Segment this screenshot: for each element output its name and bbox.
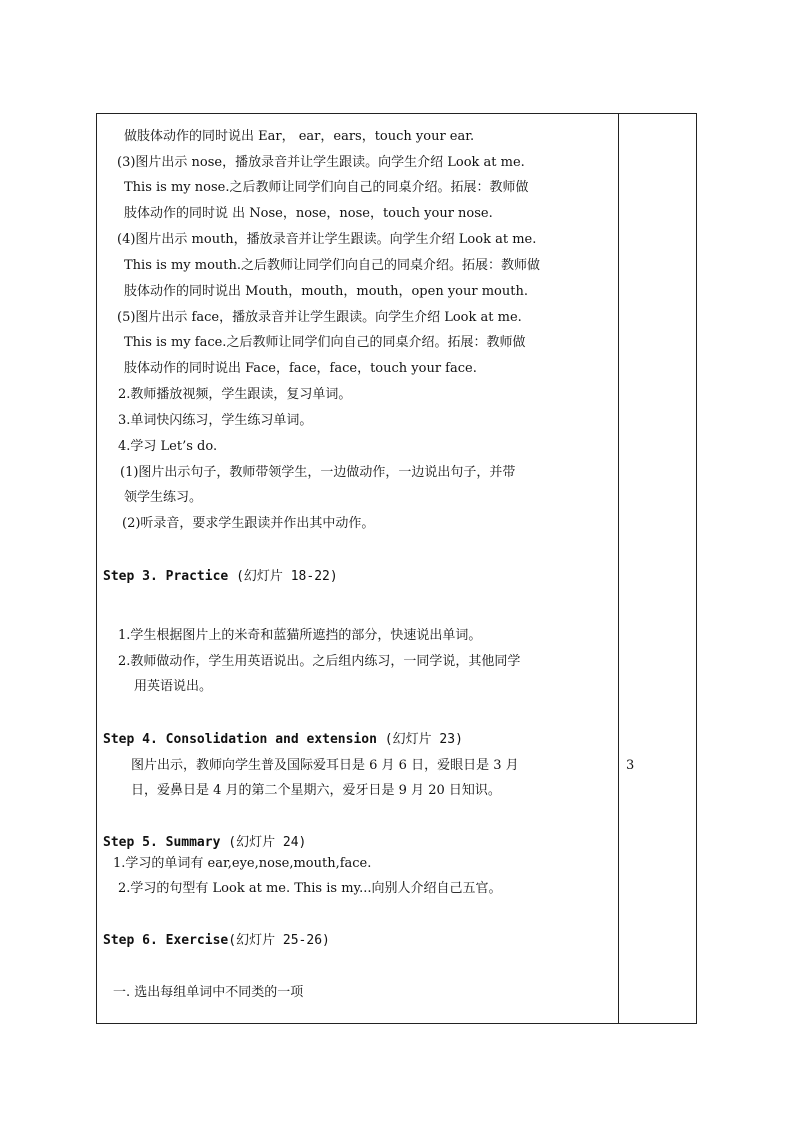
text-line: 肢体动作的同时说出 Face，face，face，touch your face. (124, 361, 477, 376)
text-line: 肢体动作的同时说 出 Nose，nose，nose，touch your nose. (124, 206, 493, 221)
text-line: 2.学习的句型有 Look at me. This is my...向别人介绍自己五官。 (118, 881, 502, 896)
step-label: Step 4. (103, 732, 158, 747)
text-line: 一. 选出每组单词中不同类的一项 (113, 985, 304, 1000)
text-line: 用英语说出。 (134, 679, 213, 694)
text-line: This is my mouth.之后教师让同学们向自己的同桌介绍。拓展：教师做 (124, 258, 541, 273)
step-label: Step 3. (103, 569, 158, 584)
step-title: Summary (165, 835, 221, 850)
text-line: (1)图片出示句子，教师带领学生，一边做动作，一边说出句子，并带 (120, 465, 516, 480)
text-line: 肢体动作的同时说出 Mouth，mouth，mouth，open your mouth. (124, 284, 528, 299)
text-line: This is my nose.之后教师让同学们向自己的同桌介绍。拓展：教师做 (124, 180, 529, 195)
step-note: (幻灯片 23) (384, 732, 463, 747)
step-heading (103, 732, 463, 748)
text-line: 做肢体动作的同时说出 Ear， ear，ears，touch your ear. (124, 129, 475, 144)
text-line: 1.学习的单词有 ear,eye,nose,mouth,face. (113, 856, 372, 871)
step-heading (103, 933, 330, 949)
text-line: 领学生练习。 (124, 490, 203, 505)
step-heading (103, 569, 338, 585)
text-line: (4)图片出示 mouth，播放录音并让学生跟读。向学生介绍 Look at me. (117, 232, 537, 247)
side-number: 3 (626, 758, 635, 773)
text-line: 2.教师做动作，学生用英语说出。之后组内练习，一同学说，其他同学 (118, 654, 521, 669)
step-note: (幻灯片 18-22) (236, 569, 338, 584)
step-title: Consolidation and extension (165, 732, 377, 747)
column-divider (618, 114, 619, 1023)
step-note: (幻灯片 25-26) (228, 933, 330, 948)
text-line: (5)图片出示 face，播放录音并让学生跟读。向学生介绍 Look at me. (117, 310, 522, 325)
step-label: Step 6. (103, 933, 158, 948)
text-line: This is my face.之后教师让同学们向自己的同桌介绍。拓展：教师做 (124, 335, 526, 350)
step-heading (103, 835, 306, 851)
text-line: (3)图片出示 nose，播放录音并让学生跟读。向学生介绍 Look at me. (117, 155, 525, 170)
text-line: 2.教师播放视频，学生跟读，复习单词。 (118, 387, 352, 402)
text-line: (2)听录音，要求学生跟读并作出其中动作。 (122, 516, 375, 531)
step-title: Practice (165, 569, 229, 584)
text-line: 4.学习 Let’s do. (118, 439, 218, 454)
step-title: Exercise (165, 933, 229, 948)
text-line: 3.单词快闪练习，学生练习单词。 (118, 413, 313, 428)
step-label: Step 5. (103, 835, 158, 850)
step-note: (幻灯片 24) (228, 835, 307, 850)
text-line: 图片出示，教师向学生普及国际爱耳日是 6 月 6 日，爱眼日是 3 月 (131, 758, 519, 773)
text-line: 1.学生根据图片上的米奇和蓝猫所遮挡的部分，快速说出单词。 (118, 628, 482, 643)
text-line: 日，爱鼻日是 4 月的第二个星期六，爱牙日是 9 月 20 日知识。 (131, 783, 501, 798)
